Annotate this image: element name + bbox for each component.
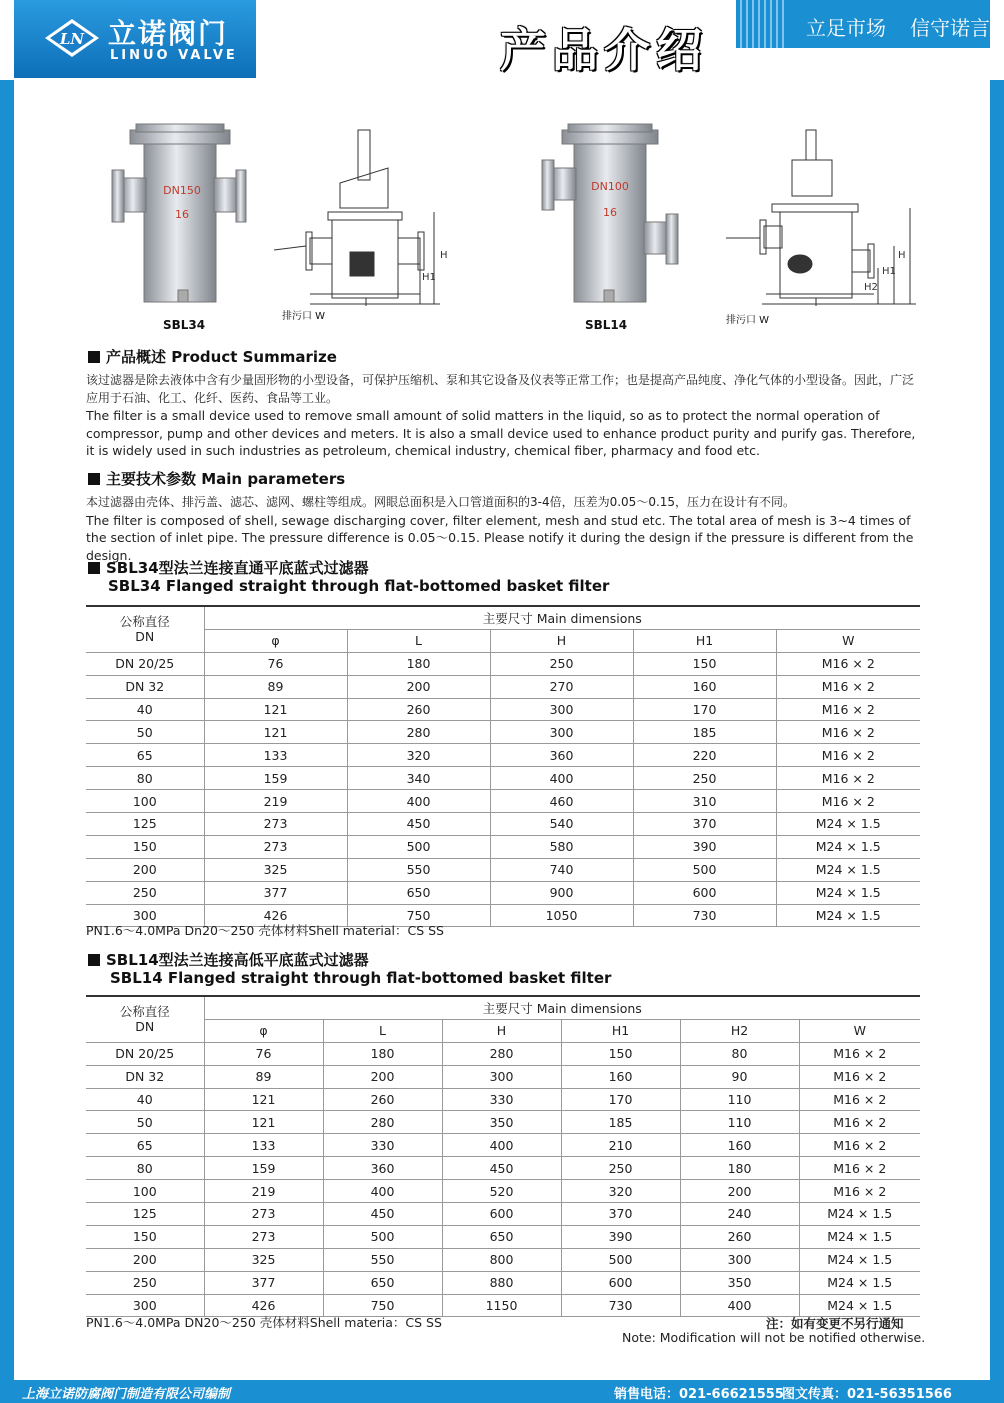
table-cell: M16 × 2 <box>799 1111 920 1134</box>
table-cell: 100 <box>86 1180 204 1203</box>
table-cell: M16 × 2 <box>799 1065 920 1088</box>
table-cell: 300 <box>490 721 633 744</box>
summary-text-en: The filter is a small device used to remove small amount of solid matters in the liquid, so as to protect the normal operation of compressor, pump and other devices and meters. It is also a small device used to enhance product purity and purify gas. Therefore, it is widely used in such industries as petroleum, chemical industry, chemical fiber, pharmacy and food etc. <box>86 408 916 458</box>
sbl14-heading <box>88 949 369 970</box>
table-cell: DN 20/25 <box>86 1042 204 1065</box>
table-row <box>86 1203 920 1226</box>
sbl14-note: PN1.6～4.0MPa DN20～250 壳体材料Shell materia：CS SS <box>86 1315 442 1330</box>
table-cell: 550 <box>347 858 490 881</box>
sbl14-header-row-2 <box>86 1019 920 1042</box>
parameters-heading-text: 主要技术参数 Main parameters <box>106 470 346 488</box>
table-cell: 800 <box>442 1248 561 1271</box>
table-cell: 260 <box>347 698 490 721</box>
table-row <box>86 1248 920 1271</box>
table-cell: 121 <box>204 721 347 744</box>
table-cell: 390 <box>561 1225 680 1248</box>
logo-cn: 立诺阀门 <box>108 17 229 50</box>
table-cell: M24 × 1.5 <box>799 1225 920 1248</box>
table-cell: 80 <box>86 1157 204 1180</box>
sbl34-column-header: φ <box>204 629 347 652</box>
sbl34-dim-h: H <box>440 250 448 261</box>
table-cell: M24 × 1.5 <box>799 1248 920 1271</box>
sbl14-header-row-1 <box>86 996 920 1019</box>
table-cell: DN 32 <box>86 675 204 698</box>
table-cell: 200 <box>86 1248 204 1271</box>
table-cell: 150 <box>86 835 204 858</box>
sbl34-subtitle: SBL34 Flanged straight through flat-bottomed basket filter <box>108 577 610 595</box>
table-cell: M16 × 2 <box>776 698 920 721</box>
table-cell: 125 <box>86 1203 204 1226</box>
table-cell: M16 × 2 <box>776 721 920 744</box>
sbl14-column-header: H2 <box>680 1019 799 1042</box>
table-cell: 300 <box>86 1294 204 1317</box>
table-cell: 540 <box>490 813 633 836</box>
square-bullet-icon <box>88 562 100 574</box>
table-cell: 200 <box>347 675 490 698</box>
sbl34-dim-h1: H1 <box>422 272 436 283</box>
parameters-text-cn: 本过滤器由壳体、排污盖、滤芯、滤网、螺柱等组成。网眼总面积是入口管道面积的3-4倍，压差为0.05～0.15，压力在设计有不同。 <box>86 495 796 509</box>
table-cell: M16 × 2 <box>799 1042 920 1065</box>
table-cell: 121 <box>204 698 347 721</box>
square-bullet-icon <box>88 954 100 966</box>
table-cell: 160 <box>680 1134 799 1157</box>
table-cell: 65 <box>86 744 204 767</box>
table-cell: 240 <box>680 1203 799 1226</box>
table-cell: 600 <box>442 1203 561 1226</box>
table-row <box>86 1111 920 1134</box>
table-row <box>86 652 920 675</box>
table-cell: 300 <box>680 1248 799 1271</box>
table-cell: 280 <box>442 1042 561 1065</box>
table-cell: 260 <box>323 1088 442 1111</box>
table-cell: 650 <box>347 881 490 904</box>
sbl34-dn-header-cn: 公称直径 <box>119 614 170 630</box>
sbl34-column-header: W <box>776 629 920 652</box>
table-cell: 250 <box>561 1157 680 1180</box>
sbl34-marking-2: 16 <box>175 208 189 221</box>
sbl34-column-header: L <box>347 629 490 652</box>
parameters-text-en: The filter is composed of shell, sewage discharging cover, filter element, mesh and stud etc. The total area of mesh is 3~4 times of the section of inlet pipe. The pressure difference is 0.05～0.15. Please notify it during the design if the pressure is different from the design. <box>86 512 914 563</box>
table-cell: 219 <box>204 1180 323 1203</box>
table-row <box>86 881 920 904</box>
table-cell: 185 <box>633 721 776 744</box>
table-cell: 730 <box>561 1294 680 1317</box>
logo-band <box>14 0 256 78</box>
sbl14-heading-text: SBL14型法兰连接高低平底蓝式过滤器 <box>106 951 369 969</box>
sbl14-dim-h2: H2 <box>864 282 878 293</box>
sbl34-table-body <box>86 652 920 927</box>
table-cell: 219 <box>204 790 347 813</box>
table-cell: 76 <box>204 1042 323 1065</box>
table-cell: 730 <box>633 904 776 927</box>
square-bullet-icon <box>88 473 100 485</box>
table-row <box>86 858 920 881</box>
table-cell: 170 <box>633 698 776 721</box>
table-cell: 330 <box>442 1088 561 1111</box>
table-row <box>86 721 920 744</box>
table-cell: 273 <box>204 1203 323 1226</box>
table-cell: M16 × 2 <box>799 1157 920 1180</box>
table-cell: 390 <box>633 835 776 858</box>
table-cell: 450 <box>347 813 490 836</box>
table-row <box>86 1271 920 1294</box>
sbl14-marking-2: 16 <box>603 206 617 219</box>
table-cell: 200 <box>86 858 204 881</box>
table-row <box>86 767 920 790</box>
table-cell: 170 <box>561 1088 680 1111</box>
sbl34-drain-label: 排污口 W <box>282 311 326 322</box>
table-cell: M24 × 1.5 <box>799 1203 920 1226</box>
table-cell: 260 <box>680 1225 799 1248</box>
table-cell: 159 <box>204 1157 323 1180</box>
table-cell: 180 <box>347 652 490 675</box>
table-cell: 210 <box>561 1134 680 1157</box>
sbl34-dn-header <box>86 606 204 652</box>
table-cell: M16 × 2 <box>799 1088 920 1111</box>
sbl34-spec-table <box>86 605 920 927</box>
table-cell: 650 <box>323 1271 442 1294</box>
table-cell: 150 <box>633 652 776 675</box>
table-cell: 750 <box>323 1294 442 1317</box>
table-cell: 273 <box>204 813 347 836</box>
table-cell: 250 <box>86 881 204 904</box>
table-cell: 121 <box>204 1088 323 1111</box>
table-cell: 121 <box>204 1111 323 1134</box>
table-cell: M24 × 1.5 <box>776 881 920 904</box>
table-cell: 89 <box>204 675 347 698</box>
table-cell: 110 <box>680 1111 799 1134</box>
table-cell: 280 <box>347 721 490 744</box>
sbl14-column-header: H1 <box>561 1019 680 1042</box>
table-cell: M16 × 2 <box>776 744 920 767</box>
table-cell: 300 <box>442 1065 561 1088</box>
table-row <box>86 1225 920 1248</box>
table-cell: M24 × 1.5 <box>776 835 920 858</box>
table-cell: 160 <box>633 675 776 698</box>
sbl34-header-row-2 <box>86 629 920 652</box>
table-cell: M16 × 2 <box>799 1180 920 1203</box>
summary-heading <box>88 346 337 367</box>
sbl14-subtitle: SBL14 Flanged straight through flat-bottomed basket filter <box>110 969 612 987</box>
table-cell: M24 × 1.5 <box>776 813 920 836</box>
table-cell: 270 <box>490 675 633 698</box>
table-row <box>86 744 920 767</box>
table-cell: 520 <box>442 1180 561 1203</box>
table-cell: 400 <box>490 767 633 790</box>
footer-company: 上海立诺防腐阀门制造有限公司编制 <box>22 1387 231 1402</box>
table-row <box>86 675 920 698</box>
table-cell: 450 <box>323 1203 442 1226</box>
sbl14-technical-drawing <box>722 128 922 328</box>
sbl14-table-body <box>86 1042 920 1317</box>
table-cell: 1150 <box>442 1294 561 1317</box>
table-cell: 90 <box>680 1065 799 1088</box>
table-cell: 80 <box>86 767 204 790</box>
table-cell: 426 <box>204 1294 323 1317</box>
table-cell: 160 <box>561 1065 680 1088</box>
table-cell: 600 <box>561 1271 680 1294</box>
square-bullet-icon <box>88 351 100 363</box>
table-cell: 180 <box>323 1042 442 1065</box>
table-row <box>86 1157 920 1180</box>
table-cell: M24 × 1.5 <box>799 1271 920 1294</box>
table-cell: 325 <box>204 1248 323 1271</box>
sbl14-product-photo <box>538 120 688 310</box>
sbl14-column-header: H <box>442 1019 561 1042</box>
table-cell: 80 <box>680 1042 799 1065</box>
table-cell: 550 <box>323 1248 442 1271</box>
sbl34-heading-text: SBL34型法兰连接直通平底蓝式过滤器 <box>106 559 369 577</box>
table-cell: DN 20/25 <box>86 652 204 675</box>
page-footer <box>0 1380 1004 1403</box>
table-cell: 1050 <box>490 904 633 927</box>
table-cell: 180 <box>680 1157 799 1180</box>
table-cell: 400 <box>680 1294 799 1317</box>
table-row <box>86 835 920 858</box>
table-row <box>86 698 920 721</box>
table-cell: 133 <box>204 1134 323 1157</box>
sbl34-image-label: SBL34 <box>163 318 206 332</box>
table-cell: 426 <box>204 904 347 927</box>
sbl14-spec-table <box>86 995 920 1317</box>
table-cell: 500 <box>323 1225 442 1248</box>
sbl14-image-label: SBL14 <box>585 318 628 332</box>
table-cell: 460 <box>490 790 633 813</box>
sbl14-drain-label: 排污口 W <box>726 315 770 326</box>
sbl34-heading <box>88 557 369 578</box>
sbl34-header-row-1 <box>86 606 920 629</box>
table-cell: 150 <box>561 1042 680 1065</box>
table-cell: 330 <box>323 1134 442 1157</box>
table-cell: M24 × 1.5 <box>799 1294 920 1317</box>
footer-fax: 图文传真：021-56351566 <box>782 1387 952 1402</box>
table-cell: 310 <box>633 790 776 813</box>
sbl14-main-dims-header: 主要尺寸 Main dimensions <box>204 996 920 1019</box>
sbl34-note: PN1.6～4.0MPa Dn20～250 壳体材料Shell material：CS SS <box>86 923 444 938</box>
table-cell: 40 <box>86 698 204 721</box>
table-cell: 370 <box>561 1203 680 1226</box>
sbl14-column-header: φ <box>204 1019 323 1042</box>
table-cell: 89 <box>204 1065 323 1088</box>
parameters-heading <box>88 468 345 489</box>
table-cell: 200 <box>680 1180 799 1203</box>
table-cell: M16 × 2 <box>799 1134 920 1157</box>
table-cell: 65 <box>86 1134 204 1157</box>
sbl34-product-photo <box>108 120 248 310</box>
table-row <box>86 813 920 836</box>
slogan-2: 信守诺言 <box>910 16 990 40</box>
table-row <box>86 1042 920 1065</box>
table-cell: 400 <box>442 1134 561 1157</box>
table-cell: 300 <box>86 904 204 927</box>
sbl34-main-dims-header: 主要尺寸 Main dimensions <box>204 606 920 629</box>
table-cell: 150 <box>86 1225 204 1248</box>
table-cell: 880 <box>442 1271 561 1294</box>
sbl14-dn-header <box>86 996 204 1042</box>
table-cell: M24 × 1.5 <box>776 858 920 881</box>
slogan-stripes <box>736 0 786 48</box>
summary-heading-text: 产品概述 Product Summarize <box>106 348 337 366</box>
table-row <box>86 1180 920 1203</box>
table-cell: 500 <box>561 1248 680 1271</box>
sbl14-dim-h1: H1 <box>882 266 896 277</box>
page-header <box>0 0 1004 80</box>
table-cell: M16 × 2 <box>776 675 920 698</box>
table-cell: 750 <box>347 904 490 927</box>
table-cell: 500 <box>347 835 490 858</box>
sbl14-column-header: W <box>799 1019 920 1042</box>
table-cell: M16 × 2 <box>776 652 920 675</box>
table-cell: 400 <box>323 1180 442 1203</box>
sbl14-dim-h: H <box>898 250 906 261</box>
table-cell: 325 <box>204 858 347 881</box>
sbl14-dn-header-en: DN <box>135 1019 155 1035</box>
table-cell: 133 <box>204 744 347 767</box>
table-cell: 600 <box>633 881 776 904</box>
slogan-1: 立足市场 <box>806 16 886 40</box>
table-cell: 110 <box>680 1088 799 1111</box>
logo-badge-text: LN <box>59 30 85 48</box>
table-cell: 250 <box>633 767 776 790</box>
sbl34-column-header: H <box>490 629 633 652</box>
footnote-en: Note: Modification will not be notified otherwise. <box>622 1330 926 1345</box>
table-cell: 360 <box>490 744 633 767</box>
logo-en: LINUO VALVE <box>110 48 238 63</box>
right-frame-bar <box>990 0 1004 1403</box>
sbl34-technical-drawing <box>270 128 450 328</box>
table-cell: 250 <box>86 1271 204 1294</box>
table-cell: 377 <box>204 1271 323 1294</box>
table-cell: 273 <box>204 1225 323 1248</box>
table-cell: 300 <box>490 698 633 721</box>
table-cell: 220 <box>633 744 776 767</box>
table-cell: 350 <box>680 1271 799 1294</box>
table-cell: 50 <box>86 721 204 744</box>
table-cell: 280 <box>323 1111 442 1134</box>
table-row <box>86 1088 920 1111</box>
table-row <box>86 790 920 813</box>
table-cell: 400 <box>347 790 490 813</box>
summary-text <box>86 372 924 460</box>
table-cell: 900 <box>490 881 633 904</box>
parameters-text <box>86 494 924 564</box>
table-cell: 185 <box>561 1111 680 1134</box>
table-cell: 125 <box>86 813 204 836</box>
table-cell: 159 <box>204 767 347 790</box>
table-cell: 76 <box>204 652 347 675</box>
page-title: 产品介绍 <box>500 23 708 77</box>
table-cell: 370 <box>633 813 776 836</box>
sbl14-column-header: L <box>323 1019 442 1042</box>
sbl34-column-header: H1 <box>633 629 776 652</box>
table-cell: M16 × 2 <box>776 790 920 813</box>
table-cell: 320 <box>347 744 490 767</box>
left-frame-bar <box>0 0 14 1403</box>
table-cell: 200 <box>323 1065 442 1088</box>
footer-sales-phone: 销售电话：021-66621555 <box>614 1387 784 1402</box>
table-cell: M24 × 1.5 <box>776 904 920 927</box>
table-cell: 50 <box>86 1111 204 1134</box>
table-row <box>86 1065 920 1088</box>
table-cell: 500 <box>633 858 776 881</box>
table-cell: M16 × 2 <box>776 767 920 790</box>
footnote-cn: 注：如有变更不另行通知 <box>766 1316 904 1331</box>
table-cell: 350 <box>442 1111 561 1134</box>
sbl34-marking-1: DN150 <box>163 184 201 197</box>
summary-text-cn: 该过滤器是除去液体中含有少量固形物的小型设备，可保护压缩机、泵和其它设备及仪表等正常工作；也是提高产品纯度、净化气体的小型设备。因此，广泛应用于石油、化工、化纤、医药、食品等工业。 <box>86 373 915 405</box>
table-cell: 340 <box>347 767 490 790</box>
table-cell: 100 <box>86 790 204 813</box>
table-cell: 377 <box>204 881 347 904</box>
table-cell: 250 <box>490 652 633 675</box>
table-cell: 580 <box>490 835 633 858</box>
table-cell: 450 <box>442 1157 561 1180</box>
table-cell: 320 <box>561 1180 680 1203</box>
table-cell: DN 32 <box>86 1065 204 1088</box>
table-row <box>86 1134 920 1157</box>
table-cell: 40 <box>86 1088 204 1111</box>
logo-diamond-icon <box>44 18 100 58</box>
table-cell: 650 <box>442 1225 561 1248</box>
table-cell: 360 <box>323 1157 442 1180</box>
sbl14-marking-1: DN100 <box>591 180 629 193</box>
sbl14-dn-header-cn: 公称直径 <box>119 1004 170 1020</box>
table-cell: 273 <box>204 835 347 858</box>
table-cell: 740 <box>490 858 633 881</box>
sbl34-dn-header-en: DN <box>135 629 155 645</box>
